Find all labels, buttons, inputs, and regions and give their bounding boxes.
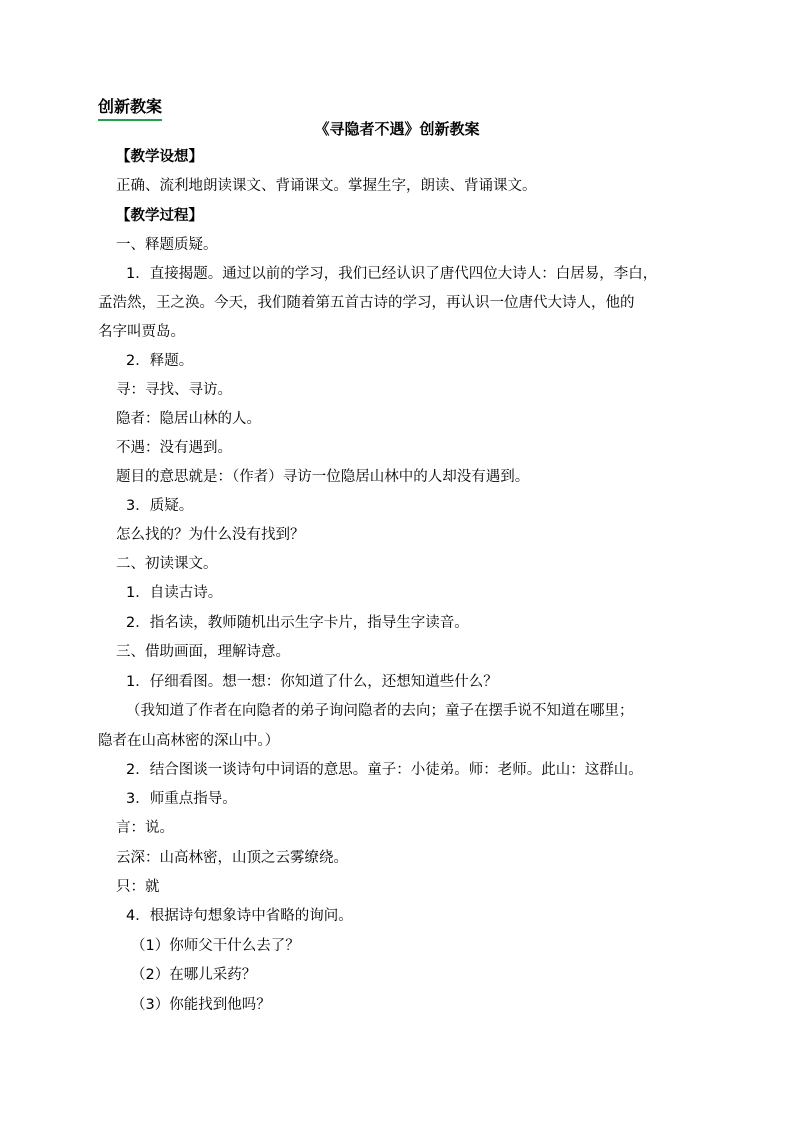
paragraph-line: 一、释题质疑。 bbox=[116, 237, 218, 253]
paragraph-line: 三、借助画面，理解诗意。 bbox=[116, 644, 290, 660]
section-heading-teaching-idea: 【教学设想】 bbox=[116, 149, 203, 165]
paragraph-line: 隐者在山高林密的深山中。） bbox=[98, 733, 280, 749]
paragraph-line: 只：就 bbox=[116, 879, 160, 895]
header-label: 创新教案 bbox=[98, 94, 162, 121]
paragraph-line: 孟浩然，王之涣。今天，我们随着第五首古诗的学习，再认识一位唐代大诗人，他的 bbox=[98, 295, 635, 311]
paragraph-line: 寻：寻找、寻访。 bbox=[116, 382, 232, 398]
paragraph-line: 2．结合图谈一谈诗句中词语的意思。童子：小徒弟。师：老师。此山：这群山。 bbox=[126, 762, 643, 778]
paragraph-line: （我知道了作者在向隐者的弟子询问隐者的去向；童子在摆手说不知道在哪里； bbox=[126, 703, 634, 719]
paragraph-line: 2．指名读，教师随机出示生字卡片，指导生字读音。 bbox=[126, 615, 469, 631]
paragraph-line: 3．师重点指导。 bbox=[126, 791, 237, 807]
paragraph-line: 二、初读课文。 bbox=[116, 556, 218, 572]
paragraph-line: 1．直接揭题。通过以前的学习，我们已经认识了唐代四位大诗人：白居易，李白， bbox=[126, 266, 658, 282]
paragraph-line: （2）在哪儿采药？ bbox=[131, 967, 257, 983]
paragraph-line: 隐者：隐居山林的人。 bbox=[116, 411, 261, 427]
paragraph-line: 1．仔细看图。想一想：你知道了什么，还想知道些什么？ bbox=[126, 674, 498, 690]
paragraph-line: 3．质疑。 bbox=[126, 498, 194, 514]
paragraph-line: 怎么找的？为什么没有找到？ bbox=[116, 527, 305, 543]
paragraph-line: 正确、流利地朗读课文、背诵课文。掌握生字，朗读、背诵课文。 bbox=[116, 178, 537, 194]
paragraph-line: 1．自读古诗。 bbox=[126, 585, 223, 601]
document-title: 《寻隐者不遇》创新教案 bbox=[314, 120, 480, 138]
paragraph-line: 不遇：没有遇到。 bbox=[116, 440, 232, 456]
paragraph-line: 云深：山高林密，山顶之云雾缭绕。 bbox=[116, 850, 348, 866]
section-heading-teaching-process: 【教学过程】 bbox=[116, 208, 203, 224]
paragraph-line: （3）你能找到他吗？ bbox=[131, 997, 271, 1013]
paragraph-line: 4．根据诗句想象诗中省略的询问。 bbox=[126, 908, 353, 924]
paragraph-line: 2．释题。 bbox=[126, 353, 194, 369]
paragraph-line: 题目的意思就是：（作者）寻访一位隐居山林中的人却没有遇到。 bbox=[116, 469, 530, 485]
paragraph-line: （1）你师父干什么去了？ bbox=[131, 938, 300, 954]
paragraph-line: 名字叫贾岛。 bbox=[98, 324, 185, 340]
paragraph-line: 言：说。 bbox=[116, 820, 174, 836]
